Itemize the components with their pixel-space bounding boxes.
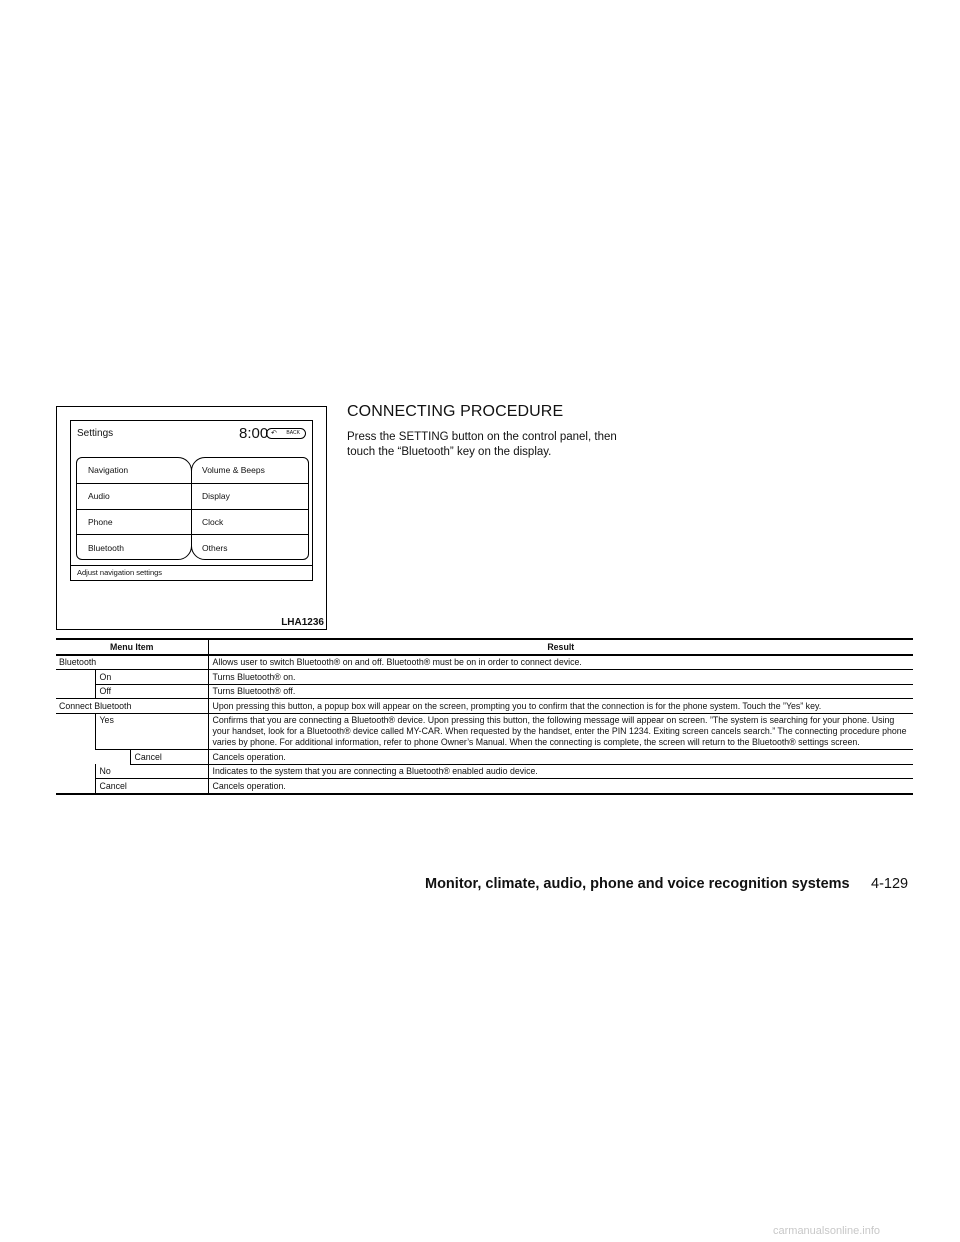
- page-footer-title: Monitor, climate, audio, phone and voice recognition systems: [425, 876, 850, 892]
- table-row: [56, 699, 913, 714]
- table-row: [56, 713, 913, 750]
- result-text: Cancels operation.: [208, 750, 913, 765]
- page-number: 4-129: [871, 876, 909, 892]
- intro-paragraph: Press the SETTING button on the control panel, then touch the “Bluetooth” key on the display.: [347, 431, 617, 458]
- menu-item-bluetooth: Bluetooth: [56, 655, 208, 670]
- figure-code: LHA1236: [281, 617, 324, 628]
- menu-item-no: No: [95, 764, 208, 779]
- result-text: Indicates to the system that you are connecting a Bluetooth® enabled audio device.: [208, 764, 913, 779]
- screen-item-volume-beeps: Volume & Beeps: [192, 458, 308, 484]
- back-label: BACK: [286, 430, 300, 436]
- menu-item-on: On: [95, 670, 208, 685]
- header-menu-item: Menu Item: [56, 639, 208, 655]
- menu-item-off: Off: [95, 684, 208, 699]
- menu-item-connect-bluetooth: Connect Bluetooth: [56, 699, 208, 714]
- table-row: [56, 670, 913, 685]
- screen-menu-left: [76, 457, 192, 560]
- screen-item-navigation: Navigation: [77, 458, 191, 484]
- menu-item-yes: Yes: [95, 713, 208, 750]
- table-row: [56, 655, 913, 670]
- menu-item-cancel: Cancel: [130, 750, 208, 765]
- table-row: [56, 750, 913, 765]
- result-text: Confirms that you are connecting a Bluetooth® device. Upon pressing this button, the following message will appear on screen. ”The system is searching for your phone. Using your handset, look for a Bluetooth® device called MY-CAR. When requested by the handset, enter the PIN 1234. Exiting screen cancels search.” The connecting procedure phone varies by phone. For additional information, refer to phone Owner’s Manual. When the connecting is complete, the screen will return to the Bluetooth® settings screen.: [208, 713, 913, 750]
- header-result: Result: [208, 639, 913, 655]
- result-text: Turns Bluetooth® on.: [208, 670, 913, 685]
- settings-screen: [70, 420, 313, 581]
- screen-title: Settings: [77, 428, 114, 439]
- table-row: [56, 684, 913, 699]
- return-arrow-icon: ↶: [271, 430, 277, 437]
- screen-clock: 8:00: [239, 425, 269, 442]
- table-header-row: [56, 639, 913, 655]
- screen-item-clock: Clock: [192, 510, 308, 536]
- screen-item-audio: Audio: [77, 484, 191, 510]
- table-row: [56, 779, 913, 794]
- screen-status-text: Adjust navigation settings: [71, 565, 312, 580]
- screen-item-others: Others: [202, 543, 228, 554]
- screen-item-display: Display: [192, 484, 308, 510]
- screen-menu-right: [191, 457, 309, 560]
- result-text: Cancels operation.: [208, 779, 913, 794]
- result-text: Turns Bluetooth® off.: [208, 684, 913, 699]
- result-text: Allows user to switch Bluetooth® on and off. Bluetooth® must be on in order to connect device.: [208, 655, 913, 670]
- screen-item-bluetooth: Bluetooth: [88, 543, 124, 554]
- result-text: Upon pressing this button, a popup box will appear on the screen, prompting you to confirm that the connection is for the phone system. Touch the ”Yes” key.: [208, 699, 913, 714]
- settings-screen-figure: [56, 406, 327, 630]
- watermark: carmanualsonline.info: [773, 1225, 881, 1237]
- screen-item-phone: Phone: [77, 510, 191, 536]
- menu-result-table: [56, 638, 913, 795]
- section-heading: CONNECTING PROCEDURE: [347, 403, 564, 420]
- table-row: [56, 764, 913, 779]
- menu-item-cancel: Cancel: [95, 779, 208, 794]
- back-button: [266, 428, 306, 439]
